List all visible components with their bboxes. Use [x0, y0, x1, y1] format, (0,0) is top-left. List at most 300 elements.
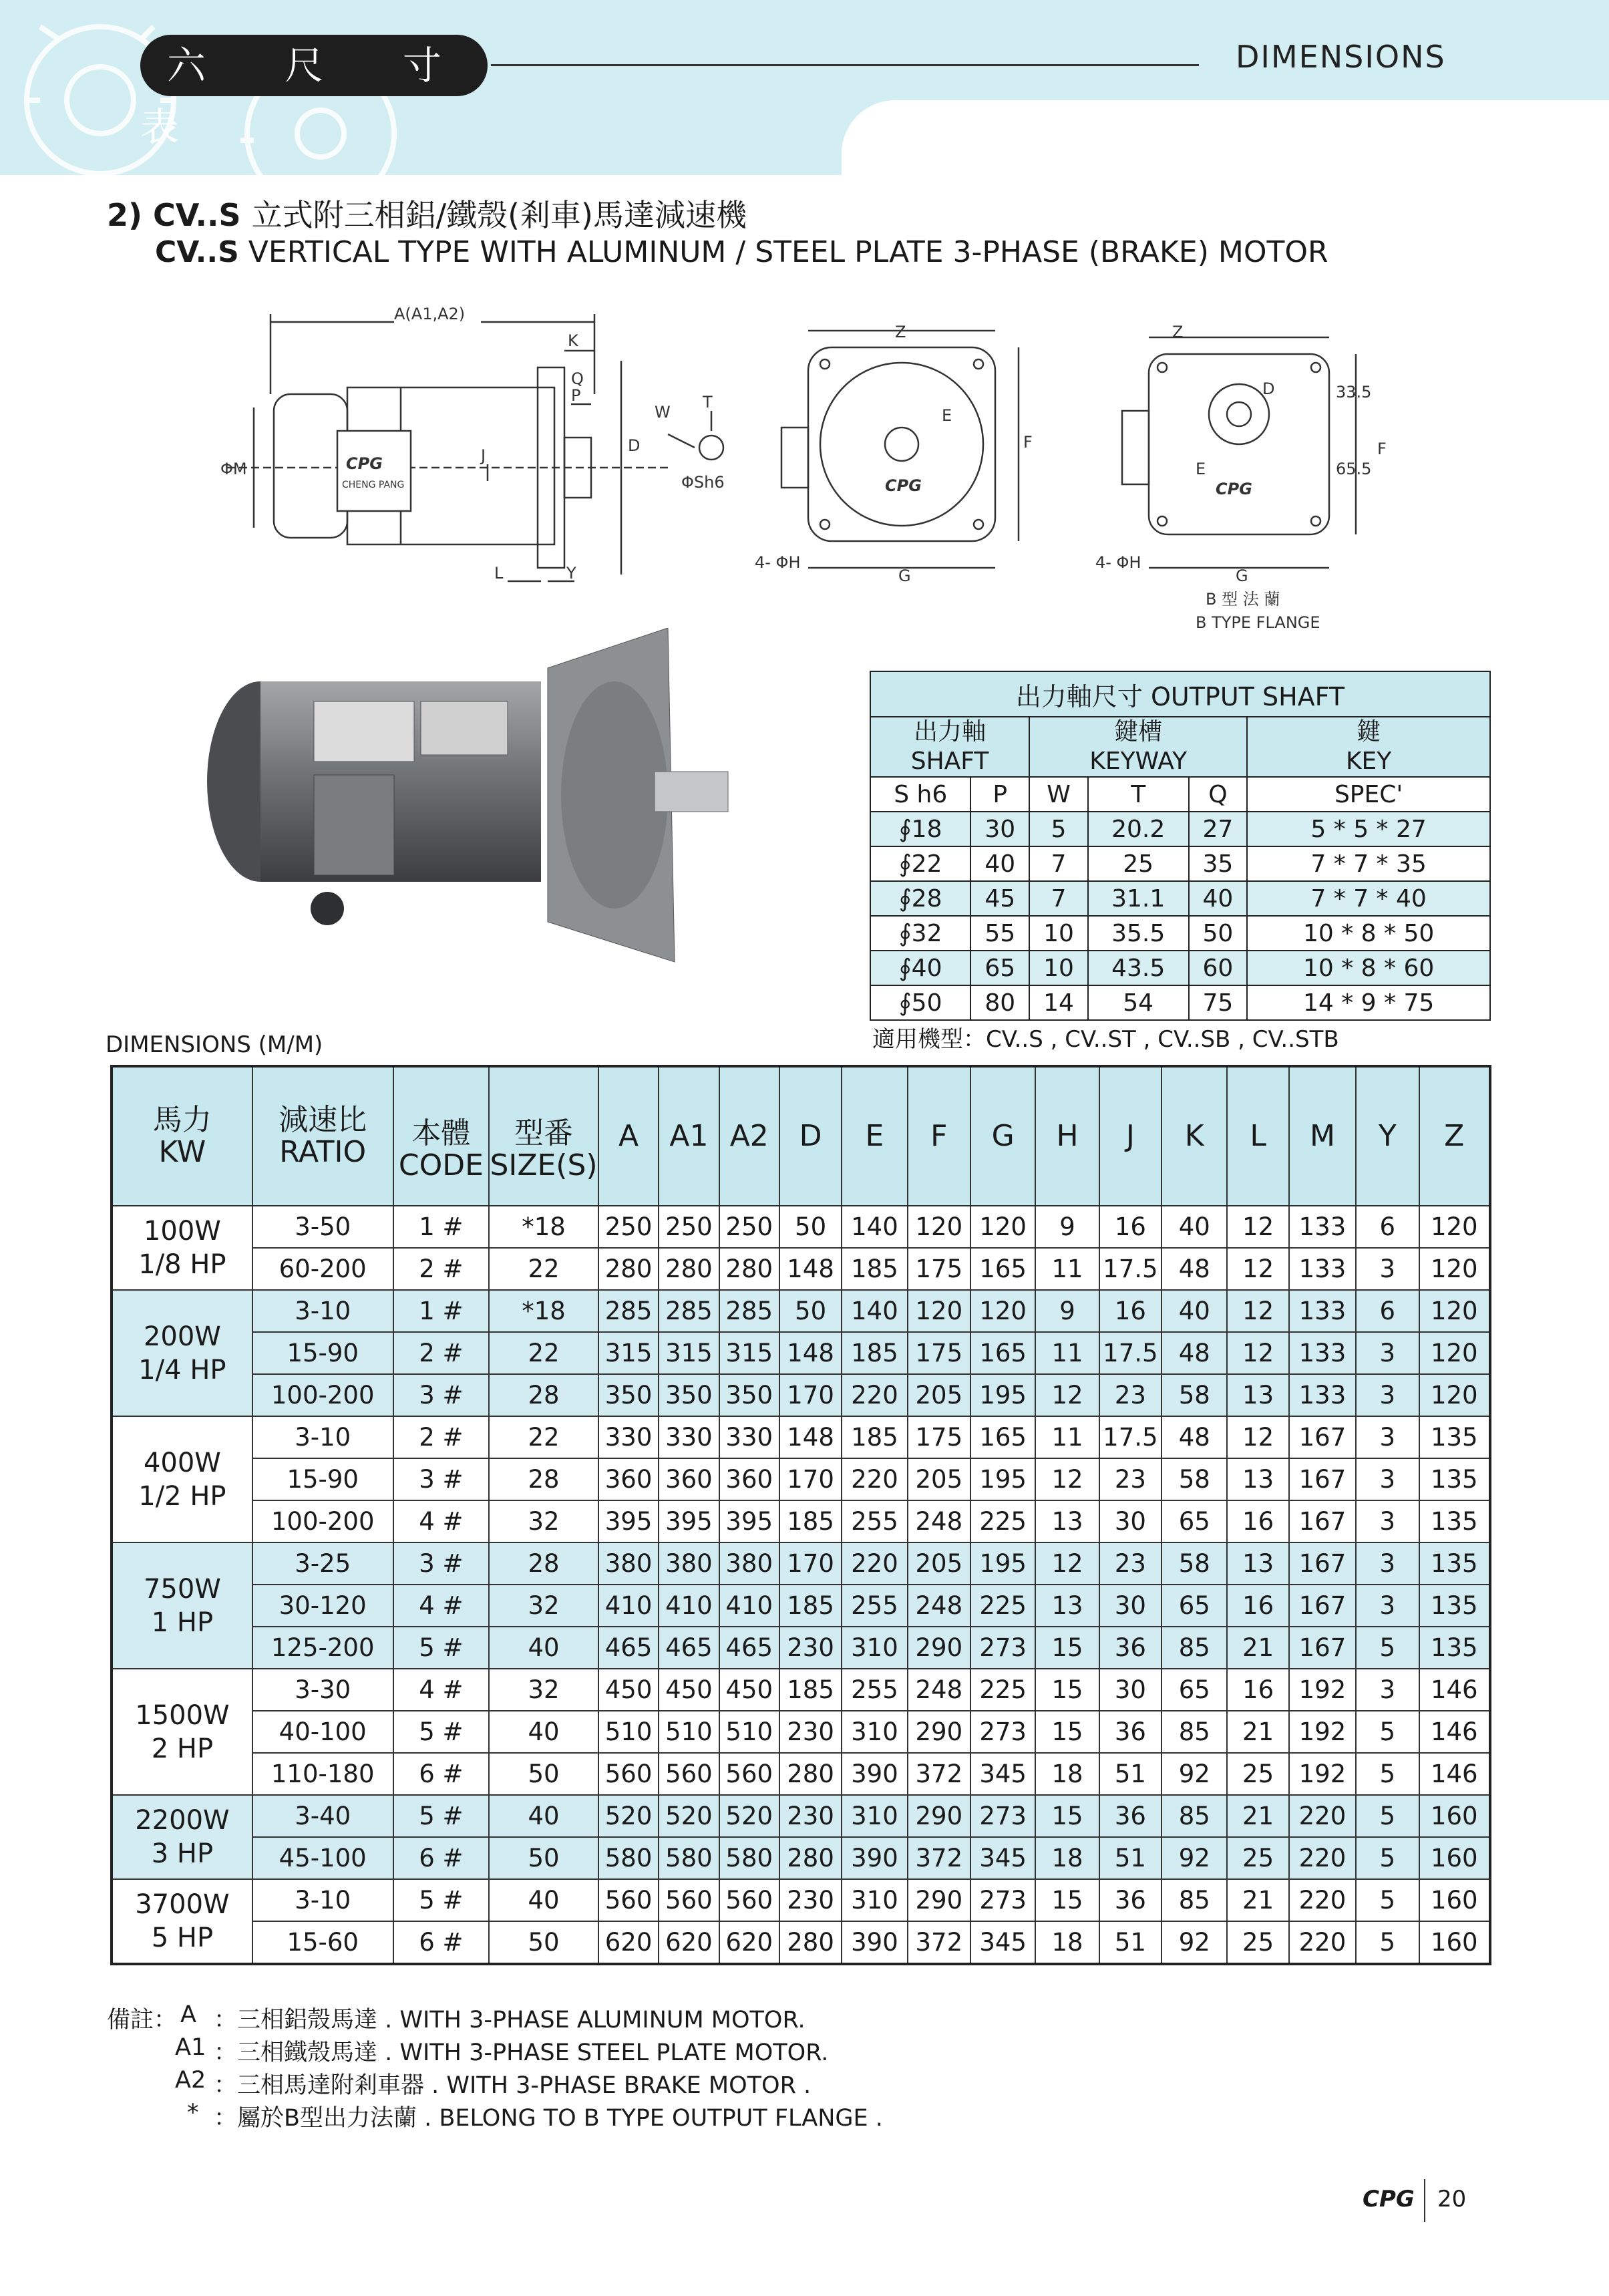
col-z: Z [1419, 1066, 1491, 1206]
shaft-cell: ∮18 [870, 812, 970, 846]
dimension-cell: 160 [1419, 1921, 1491, 1964]
dimension-cell: 120 [1419, 1332, 1491, 1374]
dimension-cell: 465 [719, 1627, 779, 1669]
power-watts: 2200W [135, 1805, 230, 1836]
keyway-group-cn: 鍵槽 [1114, 718, 1163, 746]
dimension-cell: 510 [598, 1711, 659, 1753]
dimension-cell: 310 [842, 1795, 907, 1837]
dimension-cell: 372 [908, 1837, 970, 1879]
dimension-cell: 36 [1099, 1879, 1161, 1921]
footer-brand-logo: CPG [1363, 2186, 1415, 2212]
dimension-cell: 395 [659, 1500, 719, 1542]
dimension-cell: 185 [842, 1248, 907, 1290]
dimension-cell: 167 [1289, 1500, 1356, 1542]
size-cell: 40 [489, 1795, 598, 1837]
dimension-cell: 65 [1161, 1585, 1227, 1627]
ratio-cell: 3-30 [252, 1669, 393, 1711]
dimensions-header-row [112, 1066, 1490, 1206]
dimension-cell: 16 [1099, 1206, 1161, 1248]
dimension-cell: 310 [842, 1627, 907, 1669]
dimension-cell: 12 [1035, 1374, 1099, 1416]
shaft-cell: 43.5 [1088, 951, 1189, 985]
dimension-cell: 310 [842, 1711, 907, 1753]
power-watts: 3700W [135, 1889, 230, 1920]
shaft-cell: 54 [1088, 985, 1189, 1020]
dimension-cell: 330 [659, 1416, 719, 1458]
dimension-cell: 5 [1356, 1921, 1419, 1964]
power-hp: 5 HP [151, 1923, 214, 1953]
shaft-cell: ∮32 [870, 916, 970, 951]
shaft-cell: 55 [970, 916, 1029, 951]
shaft-cell: 50 [1189, 916, 1248, 951]
dimension-cell: 12 [1227, 1290, 1288, 1332]
note-text-star: ：屬於B型出力法蘭 . BELONG TO B TYPE OUTPUT FLANGE . [214, 2105, 883, 2132]
dimension-cell: 250 [598, 1206, 659, 1248]
dimension-cell: 15 [1035, 1669, 1099, 1711]
dimension-cell: 450 [719, 1669, 779, 1711]
dimension-cell: 520 [719, 1795, 779, 1837]
dimension-cell: 51 [1099, 1837, 1161, 1879]
ratio-cell: 45-100 [252, 1837, 393, 1879]
dimension-cell: 192 [1289, 1753, 1356, 1795]
ratio-cell: 3-10 [252, 1290, 393, 1332]
dimension-cell: 25 [1227, 1921, 1288, 1964]
dimension-cell: 290 [908, 1711, 970, 1753]
code-cell: 5 # [393, 1627, 490, 1669]
table-row [112, 1458, 1490, 1500]
size-cell: 32 [489, 1669, 598, 1711]
shaft-cell: ∮40 [870, 951, 970, 985]
dimension-cell: 50 [779, 1290, 842, 1332]
dimension-cell: 205 [908, 1458, 970, 1500]
dimension-cell: 165 [970, 1248, 1035, 1290]
output-shaft-table [870, 671, 1491, 1021]
col-code-en: CODE [398, 1148, 484, 1182]
motor-brand-sub: CHENG PANG [342, 480, 405, 490]
dimension-cell: 450 [659, 1669, 719, 1711]
col-j: J [1099, 1066, 1161, 1206]
table-row [112, 1332, 1490, 1374]
dimensions-table [110, 1065, 1491, 1965]
shaft-cell: 35.5 [1088, 916, 1189, 951]
code-cell: 3 # [393, 1374, 490, 1416]
label-h: 4- ΦH [755, 553, 801, 572]
heading-title-en: VERTICAL TYPE WITH ALUMINUM / STEEL PLATE 3-PHASE (BRAKE) MOTOR [248, 235, 1328, 269]
note-key-a2: A2 [175, 2067, 206, 2094]
dimension-cell: 372 [908, 1921, 970, 1964]
dimension-cell: 273 [970, 1795, 1035, 1837]
size-cell: 22 [489, 1248, 598, 1290]
dimension-cell: 410 [659, 1585, 719, 1627]
table-row [112, 1921, 1490, 1964]
dimension-cell: 23 [1099, 1374, 1161, 1416]
dimension-cell: 6 [1356, 1206, 1419, 1248]
dimension-cell: 395 [719, 1500, 779, 1542]
dimension-cell: 255 [842, 1585, 907, 1627]
col-code-cn: 本體 [411, 1116, 471, 1150]
dimension-cell: 410 [598, 1585, 659, 1627]
code-cell: 6 # [393, 1753, 490, 1795]
dimension-cell: 12 [1035, 1458, 1099, 1500]
dimension-cell: 135 [1419, 1542, 1491, 1585]
table-row [112, 1879, 1490, 1921]
dimension-cell: 360 [659, 1458, 719, 1500]
shaft-cell: 35 [1189, 846, 1248, 881]
dimension-cell: 167 [1289, 1458, 1356, 1500]
dimension-cell: 280 [659, 1248, 719, 1290]
front-brand-label: CPG [885, 476, 922, 495]
dimension-cell: 85 [1161, 1711, 1227, 1753]
dimension-cell: 560 [659, 1753, 719, 1795]
dimension-cell: 410 [719, 1585, 779, 1627]
dimension-cell: 133 [1289, 1290, 1356, 1332]
dimension-cell: 195 [970, 1374, 1035, 1416]
dimension-cell: 165 [970, 1416, 1035, 1458]
dimension-cell: 220 [1289, 1795, 1356, 1837]
label-e: E [942, 406, 952, 425]
dimension-cell: 3 [1356, 1332, 1419, 1374]
dimension-cell: 560 [719, 1753, 779, 1795]
dimension-cell: 92 [1161, 1753, 1227, 1795]
dimension-cell: 135 [1419, 1585, 1491, 1627]
front-view-drawing [781, 331, 1019, 568]
dimension-cell: 85 [1161, 1879, 1227, 1921]
table-row [112, 1374, 1490, 1416]
note-key-a1: A1 [175, 2034, 206, 2061]
col-ratio-cn: 減速比 [279, 1103, 367, 1137]
keyway-group-en: KEYWAY [1089, 748, 1188, 775]
size-cell: 40 [489, 1711, 598, 1753]
dimension-cell: 560 [719, 1879, 779, 1921]
dimension-cell: 21 [1227, 1627, 1288, 1669]
dimension-cell: 192 [1289, 1669, 1356, 1711]
heading-model-en: CV..S [155, 235, 239, 269]
col-e: E [842, 1066, 907, 1206]
dimension-cell: 225 [970, 1500, 1035, 1542]
shaft-cell: 10 * 8 * 50 [1247, 916, 1490, 951]
size-cell: 28 [489, 1542, 598, 1585]
shaft-cell: 7 * 7 * 40 [1247, 881, 1490, 916]
col-size-en: SIZE(S) [490, 1148, 598, 1182]
dimension-cell: 18 [1035, 1921, 1099, 1964]
shaft-cell: 40 [1189, 881, 1248, 916]
power-hp: 1 HP [151, 1607, 214, 1638]
size-cell: 32 [489, 1500, 598, 1542]
dimension-cell: 315 [659, 1332, 719, 1374]
ratio-cell: 125-200 [252, 1627, 393, 1669]
shaft-cell: 45 [970, 881, 1029, 916]
shaft-group-cn: 出力軸 [914, 718, 987, 746]
power-rating-cell [112, 1290, 252, 1416]
dimension-cell: 12 [1227, 1332, 1288, 1374]
code-cell: 2 # [393, 1416, 490, 1458]
dimension-cell: 36 [1099, 1795, 1161, 1837]
note-key-a: A [180, 2001, 196, 2028]
power-hp: 1/4 HP [138, 1354, 226, 1385]
label-m: ΦM [220, 460, 247, 478]
label-d: D [628, 436, 641, 455]
size-cell: 22 [489, 1332, 598, 1374]
dimension-cell: 290 [908, 1879, 970, 1921]
dimension-cell: 185 [779, 1500, 842, 1542]
dimension-cell: 51 [1099, 1921, 1161, 1964]
code-cell: 4 # [393, 1669, 490, 1711]
power-rating-cell [112, 1416, 252, 1542]
dimension-cell: 120 [1419, 1290, 1491, 1332]
dimension-cell: 560 [598, 1753, 659, 1795]
heading-title-cn: 立式附三相鋁/鐵殼(剎車)馬達減速機 [251, 197, 747, 233]
dimension-cell: 16 [1099, 1290, 1161, 1332]
dimension-cell: 248 [908, 1669, 970, 1711]
dimension-cell: 15 [1035, 1627, 1099, 1669]
col-power-en: KW [158, 1135, 206, 1169]
shaft-col-spec: SPEC' [1247, 777, 1490, 812]
dimension-cell: 3 [1356, 1542, 1419, 1585]
header-rule [491, 64, 1199, 66]
dimension-cell: 580 [719, 1837, 779, 1879]
dimension-cell: 220 [1289, 1837, 1356, 1879]
dimension-cell: 280 [598, 1248, 659, 1290]
dimension-cell: 85 [1161, 1795, 1227, 1837]
dimension-cell: 185 [842, 1416, 907, 1458]
shaft-cell: 27 [1189, 812, 1248, 846]
col-l: L [1227, 1066, 1288, 1206]
table-row [112, 1795, 1490, 1837]
code-cell: 5 # [393, 1879, 490, 1921]
key-group-en: KEY [1345, 748, 1392, 775]
power-watts: 400W [143, 1447, 221, 1478]
dimension-cell: 160 [1419, 1795, 1491, 1837]
dimension-cell: 390 [842, 1753, 907, 1795]
dimension-cell: 315 [719, 1332, 779, 1374]
power-rating-cell [112, 1669, 252, 1795]
dimension-cell: 273 [970, 1879, 1035, 1921]
col-h: H [1035, 1066, 1099, 1206]
b-label-h: 4- ΦH [1095, 553, 1141, 572]
note-text-a1: ：三相鐵殼馬達 . WITH 3-PHASE STEEL PLATE MOTOR. [214, 2039, 829, 2066]
dimension-cell: 3 [1356, 1500, 1419, 1542]
shaft-column-header-row [870, 777, 1490, 812]
dimension-cell: 12 [1035, 1542, 1099, 1585]
b-flange-drawing [1122, 337, 1356, 568]
shaft-cell: 14 * 9 * 75 [1247, 985, 1490, 1020]
col-ratio-en: RATIO [279, 1135, 367, 1169]
power-rating-cell [112, 1795, 252, 1879]
dimension-cell: 175 [908, 1332, 970, 1374]
dimension-cell: 205 [908, 1542, 970, 1585]
dimension-cell: 13 [1227, 1542, 1288, 1585]
dimension-cell: 620 [659, 1921, 719, 1964]
dimension-cell: 58 [1161, 1542, 1227, 1585]
col-code [393, 1066, 490, 1206]
dimension-cell: 120 [970, 1290, 1035, 1332]
dimension-cell: 175 [908, 1416, 970, 1458]
dimension-cell: 255 [842, 1500, 907, 1542]
size-cell: 28 [489, 1374, 598, 1416]
dimension-cell: 285 [598, 1290, 659, 1332]
dimension-cell: 9 [1035, 1290, 1099, 1332]
dimension-cell: 25 [1227, 1837, 1288, 1879]
dimension-cell: 175 [908, 1248, 970, 1290]
shaft-cell: ∮22 [870, 846, 970, 881]
power-hp: 3 HP [151, 1838, 214, 1869]
dimension-cell: 51 [1099, 1753, 1161, 1795]
dimension-cell: 510 [659, 1711, 719, 1753]
ratio-cell: 40-100 [252, 1711, 393, 1753]
note-text-a: ：三相鋁殼馬達 . WITH 3-PHASE ALUMINUM MOTOR. [214, 2007, 806, 2033]
dimension-cell: 360 [719, 1458, 779, 1500]
dimension-cell: 30 [1099, 1500, 1161, 1542]
ratio-cell: 3-25 [252, 1542, 393, 1585]
dimension-cell: 5 [1356, 1753, 1419, 1795]
dimension-cell: 310 [842, 1879, 907, 1921]
dimension-cell: 36 [1099, 1627, 1161, 1669]
dimension-cell: 620 [719, 1921, 779, 1964]
dimension-cell: 220 [1289, 1921, 1356, 1964]
size-cell: 32 [489, 1585, 598, 1627]
dimension-cell: 160 [1419, 1879, 1491, 1921]
dimension-cell: 330 [598, 1416, 659, 1458]
shaft-table-row [870, 846, 1490, 881]
keyway-group-header [1029, 717, 1247, 777]
code-cell: 1 # [393, 1290, 490, 1332]
dimension-cell: 230 [779, 1711, 842, 1753]
dimension-cell: 18 [1035, 1753, 1099, 1795]
col-g: G [970, 1066, 1035, 1206]
shaft-group-header [870, 717, 1029, 777]
dimension-cell: 11 [1035, 1416, 1099, 1458]
shaft-cell: 25 [1088, 846, 1189, 881]
col-f: F [908, 1066, 970, 1206]
dimension-cell: 133 [1289, 1374, 1356, 1416]
dimension-cell: 350 [598, 1374, 659, 1416]
code-cell: 1 # [393, 1206, 490, 1248]
dimension-cell: 15 [1035, 1711, 1099, 1753]
dimension-cell: 120 [908, 1290, 970, 1332]
size-cell: *18 [489, 1290, 598, 1332]
dimension-cell: 255 [842, 1669, 907, 1711]
dimension-cell: 17.5 [1099, 1416, 1161, 1458]
dimension-cell: 65 [1161, 1669, 1227, 1711]
size-cell: 22 [489, 1416, 598, 1458]
dimension-cell: 148 [779, 1332, 842, 1374]
code-cell: 2 # [393, 1248, 490, 1290]
shaft-table-title: 出力軸尺寸 OUTPUT SHAFT [870, 671, 1490, 717]
dimension-cell: 5 [1356, 1837, 1419, 1879]
dimension-cell: 285 [719, 1290, 779, 1332]
shaft-cell: 20.2 [1088, 812, 1189, 846]
b-flange-cn: B 型 法 蘭 [1206, 590, 1280, 609]
label-z: Z [895, 323, 906, 341]
size-cell: *18 [489, 1206, 598, 1248]
dimension-cell: 92 [1161, 1921, 1227, 1964]
col-power-cn: 馬力 [152, 1103, 212, 1137]
label-w: W [655, 403, 671, 422]
dimension-cell: 285 [659, 1290, 719, 1332]
dimension-cell: 248 [908, 1585, 970, 1627]
dimension-cell: 195 [970, 1458, 1035, 1500]
dimension-cell: 510 [719, 1711, 779, 1753]
col-size-cn: 型番 [514, 1116, 573, 1150]
table-row [112, 1416, 1490, 1458]
dimension-cell: 170 [779, 1374, 842, 1416]
dimension-cell: 17.5 [1099, 1332, 1161, 1374]
label-k: K [568, 331, 578, 350]
dimension-cell: 560 [659, 1879, 719, 1921]
notes-prefix: 備註： [107, 2007, 178, 2033]
dimension-cell: 315 [598, 1332, 659, 1374]
ratio-cell: 110-180 [252, 1753, 393, 1795]
shaft-table-row [870, 951, 1490, 985]
dimension-cell: 40 [1161, 1290, 1227, 1332]
code-cell: 6 # [393, 1837, 490, 1879]
power-rating-cell [112, 1542, 252, 1669]
power-hp: 1/2 HP [138, 1480, 226, 1512]
dimension-cell: 30 [1099, 1585, 1161, 1627]
dimension-cell: 17.5 [1099, 1248, 1161, 1290]
dimension-cell: 273 [970, 1627, 1035, 1669]
dimension-cell: 3 [1356, 1669, 1419, 1711]
shaft-cell: 75 [1189, 985, 1248, 1020]
label-q: Q [571, 369, 584, 388]
dimension-cell: 380 [598, 1542, 659, 1585]
code-cell: 6 # [393, 1921, 490, 1964]
power-rating-cell [112, 1879, 252, 1964]
dimension-cell: 225 [970, 1669, 1035, 1711]
dimension-cell: 248 [908, 1500, 970, 1542]
shaft-cell: 40 [970, 846, 1029, 881]
dimension-cell: 133 [1289, 1248, 1356, 1290]
dimension-cell: 85 [1161, 1627, 1227, 1669]
dimension-cell: 16 [1227, 1500, 1288, 1542]
dimension-cell: 167 [1289, 1627, 1356, 1669]
dimension-cell: 250 [719, 1206, 779, 1248]
size-cell: 28 [489, 1458, 598, 1500]
dimension-cell: 250 [659, 1206, 719, 1248]
dimension-cell: 21 [1227, 1795, 1288, 1837]
power-rating-cell [112, 1206, 252, 1290]
shaft-cell: 65 [970, 951, 1029, 985]
col-y: Y [1356, 1066, 1419, 1206]
dimension-cell: 280 [779, 1921, 842, 1964]
dimension-cell: 273 [970, 1711, 1035, 1753]
dimension-cell: 3 [1356, 1585, 1419, 1627]
dimension-cell: 165 [970, 1332, 1035, 1374]
shaft-group-en: SHAFT [910, 748, 989, 775]
dimension-cell: 12 [1227, 1248, 1288, 1290]
table-row [112, 1837, 1490, 1879]
dimension-cell: 372 [908, 1753, 970, 1795]
dimension-cell: 230 [779, 1627, 842, 1669]
dimension-cell: 18 [1035, 1837, 1099, 1879]
label-a: A(A1,A2) [394, 305, 466, 323]
col-power [112, 1066, 252, 1206]
dimension-cell: 450 [598, 1669, 659, 1711]
shaft-col-sh6: S h6 [870, 777, 970, 812]
ratio-cell: 3-50 [252, 1206, 393, 1248]
col-ratio [252, 1066, 393, 1206]
dimension-cell: 280 [779, 1837, 842, 1879]
ratio-cell: 3-10 [252, 1416, 393, 1458]
dimension-cell: 290 [908, 1627, 970, 1669]
dimension-cell: 6 [1356, 1290, 1419, 1332]
dimension-cell: 345 [970, 1837, 1035, 1879]
dimension-cell: 15 [1035, 1879, 1099, 1921]
dimension-cell: 16 [1227, 1585, 1288, 1627]
dimension-cell: 140 [842, 1290, 907, 1332]
shaft-col-p: P [970, 777, 1029, 812]
side-view-drawing [227, 314, 668, 581]
